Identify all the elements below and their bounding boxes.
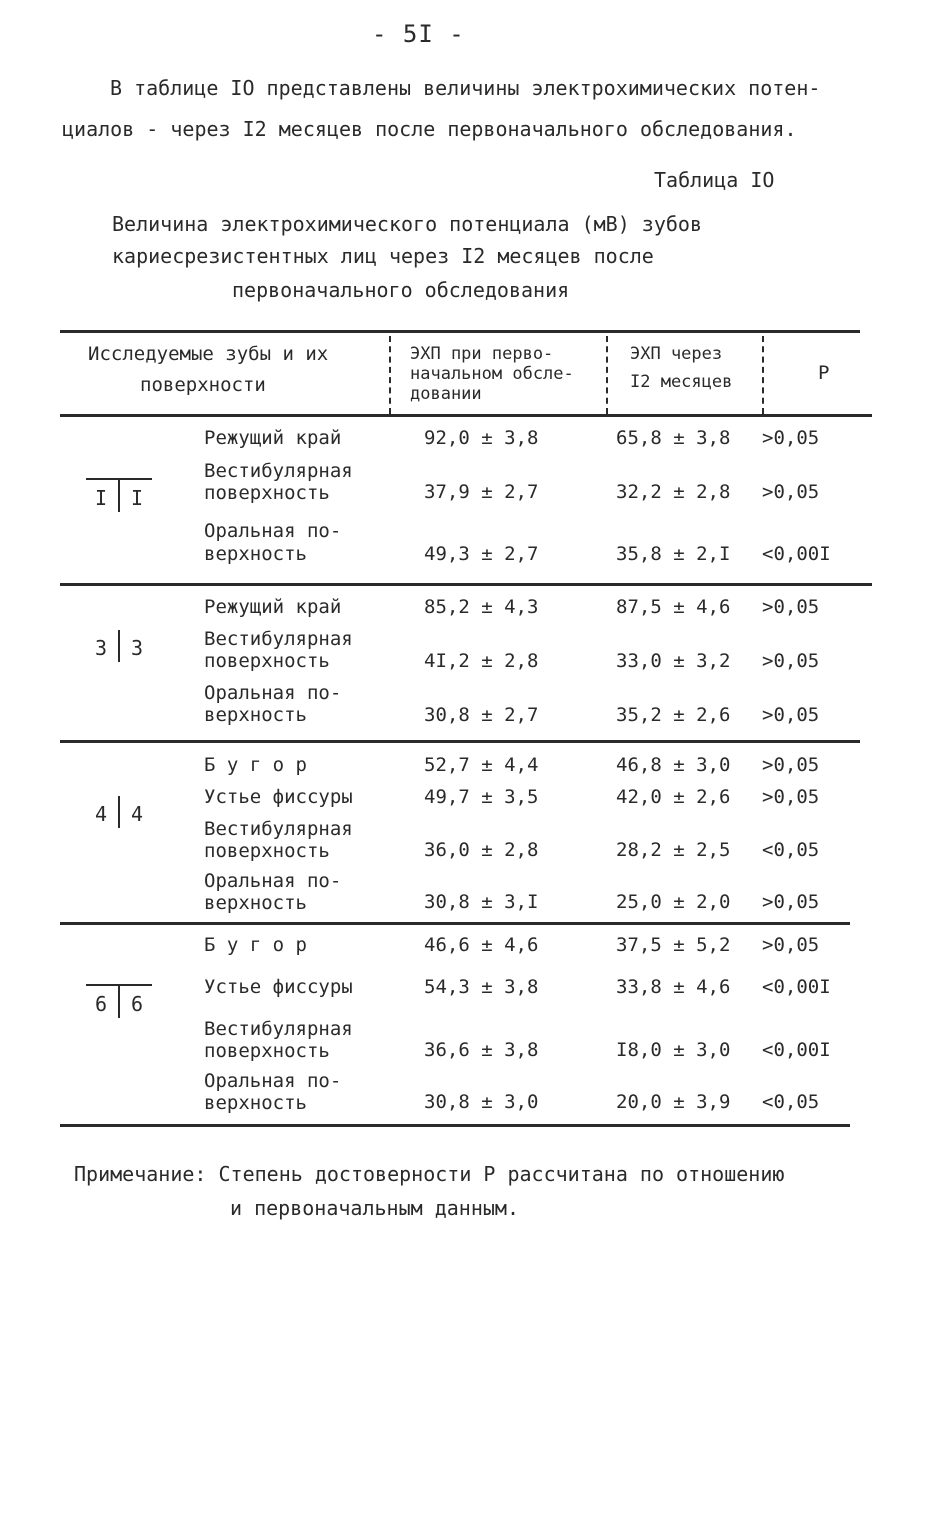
value-12-months: 65,8 ± 3,8 — [616, 427, 731, 449]
surface-label-cont: поверхность — [204, 1040, 330, 1062]
table-caption-line-2: кариесрезистентных лиц через I2 месяцев после — [112, 244, 654, 268]
surface-label-cont: поверхность — [204, 840, 330, 862]
header-col-teeth-line-2: поверхности — [140, 374, 266, 396]
value-initial: 52,7 ± 4,4 — [424, 754, 539, 776]
header-column-separator — [606, 336, 608, 414]
surface-label: Оральная по- — [204, 520, 342, 542]
tooth-right: I — [130, 486, 144, 510]
surface-label-cont: поверхность — [204, 482, 330, 504]
tooth-right: 6 — [130, 992, 144, 1016]
value-initial: 4I,2 ± 2,8 — [424, 650, 539, 672]
surface-label: Оральная по- — [204, 682, 342, 704]
p-value: <0,00I — [762, 976, 831, 998]
surface-label: Режущий край — [204, 427, 342, 449]
surface-label: Устье фиссуры — [204, 786, 353, 808]
surface-label-cont: поверхность — [204, 650, 330, 672]
tooth-formula-4-4 — [86, 796, 152, 832]
surface-label: Вестибулярная — [204, 628, 353, 650]
p-value: <0,00I — [762, 543, 831, 565]
value-initial: 36,0 ± 2,8 — [424, 839, 539, 861]
group-divider — [60, 740, 860, 743]
value-initial: 36,6 ± 3,8 — [424, 1039, 539, 1061]
tooth-left: 6 — [94, 992, 108, 1016]
surface-label-cont: верхность — [204, 543, 307, 565]
table-caption-line-3: первоначального обследования — [232, 278, 570, 302]
surface-label: Б у г о р — [204, 754, 307, 776]
intro-line-2: циалов - через I2 месяцев после первоначального обследования. — [62, 117, 797, 141]
table-label: Таблица IO — [654, 168, 775, 192]
header-col-teeth-line-1: Исследуемые зубы и их — [88, 343, 329, 365]
p-value: <0,05 — [762, 1091, 820, 1113]
intro-line-1: В таблице IO представлены величины электрохимических потен- — [110, 76, 821, 100]
tooth-right: 3 — [130, 636, 144, 660]
value-initial: 37,9 ± 2,7 — [424, 481, 539, 503]
p-value: >0,05 — [762, 596, 820, 618]
value-initial: 30,8 ± 2,7 — [424, 704, 539, 726]
header-col-p: Р — [818, 362, 830, 384]
tooth-formula-6-6 — [86, 984, 152, 1022]
note-line-1: Примечание: Степень достоверности Р рассчитана по отношению — [74, 1162, 785, 1186]
surface-label: Оральная по- — [204, 1070, 342, 1092]
value-12-months: 87,5 ± 4,6 — [616, 596, 731, 618]
header-column-separator — [762, 336, 764, 414]
header-col-12m-line-2: I2 месяцев — [630, 372, 733, 392]
tooth-left: I — [94, 486, 108, 510]
value-12-months: 35,2 ± 2,6 — [616, 704, 731, 726]
value-initial: 30,8 ± 3,0 — [424, 1091, 539, 1113]
value-12-months: 42,0 ± 2,6 — [616, 786, 731, 808]
header-col-initial-line-1: ЭХП при перво- — [410, 344, 554, 364]
surface-label: Оральная по- — [204, 870, 342, 892]
p-value: >0,05 — [762, 481, 820, 503]
p-value: >0,05 — [762, 704, 820, 726]
table-bottom-rule — [60, 1124, 850, 1127]
surface-label-cont: верхность — [204, 704, 307, 726]
header-col-initial-line-2: начальном обсле- — [410, 364, 574, 384]
p-value: <0,05 — [762, 839, 820, 861]
value-initial: 54,3 ± 3,8 — [424, 976, 539, 998]
value-12-months: 33,8 ± 4,6 — [616, 976, 731, 998]
group-divider — [60, 922, 850, 925]
value-12-months: 32,2 ± 2,8 — [616, 481, 731, 503]
value-12-months: 35,8 ± 2,I — [616, 543, 731, 565]
tooth-left: 4 — [94, 802, 108, 826]
surface-label: Вестибулярная — [204, 1018, 353, 1040]
surface-label: Б у г о р — [204, 934, 307, 956]
note-line-2: и первоначальным данным. — [230, 1196, 519, 1220]
value-initial: 30,8 ± 3,I — [424, 891, 539, 913]
tooth-left: 3 — [94, 636, 108, 660]
p-value: >0,05 — [762, 427, 820, 449]
table-top-rule — [60, 330, 860, 333]
p-value: <0,00I — [762, 1039, 831, 1061]
value-initial: 85,2 ± 4,3 — [424, 596, 539, 618]
value-12-months: 46,8 ± 3,0 — [616, 754, 731, 776]
value-12-months: 28,2 ± 2,5 — [616, 839, 731, 861]
surface-label: Устье фиссуры — [204, 976, 353, 998]
surface-label: Режущий край — [204, 596, 342, 618]
p-value: >0,05 — [762, 754, 820, 776]
surface-label: Вестибулярная — [204, 460, 353, 482]
tooth-right: 4 — [130, 802, 144, 826]
header-column-separator — [389, 336, 391, 414]
table-caption-line-1: Величина электрохимического потенциала (мВ) зубов — [112, 212, 703, 236]
surface-label-cont: верхность — [204, 1092, 307, 1114]
value-initial: 46,6 ± 4,6 — [424, 934, 539, 956]
tooth-formula-3-3 — [86, 630, 152, 666]
header-col-initial-line-3: довании — [410, 384, 482, 404]
p-value: >0,05 — [762, 650, 820, 672]
value-12-months: 20,0 ± 3,9 — [616, 1091, 731, 1113]
value-initial: 49,3 ± 2,7 — [424, 543, 539, 565]
value-12-months: 37,5 ± 5,2 — [616, 934, 731, 956]
page-number: - 5I - — [372, 20, 465, 48]
value-12-months: I8,0 ± 3,0 — [616, 1039, 731, 1061]
p-value: >0,05 — [762, 786, 820, 808]
p-value: >0,05 — [762, 891, 820, 913]
surface-label-cont: верхность — [204, 892, 307, 914]
group-divider — [60, 583, 872, 586]
p-value: >0,05 — [762, 934, 820, 956]
header-col-12m-line-1: ЭХП через — [630, 344, 723, 364]
value-initial: 49,7 ± 3,5 — [424, 786, 539, 808]
value-initial: 92,0 ± 3,8 — [424, 427, 539, 449]
tooth-formula-i-i — [86, 478, 152, 516]
value-12-months: 25,0 ± 2,0 — [616, 891, 731, 913]
surface-label: Вестибулярная — [204, 818, 353, 840]
table-header-rule — [60, 414, 872, 417]
value-12-months: 33,0 ± 3,2 — [616, 650, 731, 672]
